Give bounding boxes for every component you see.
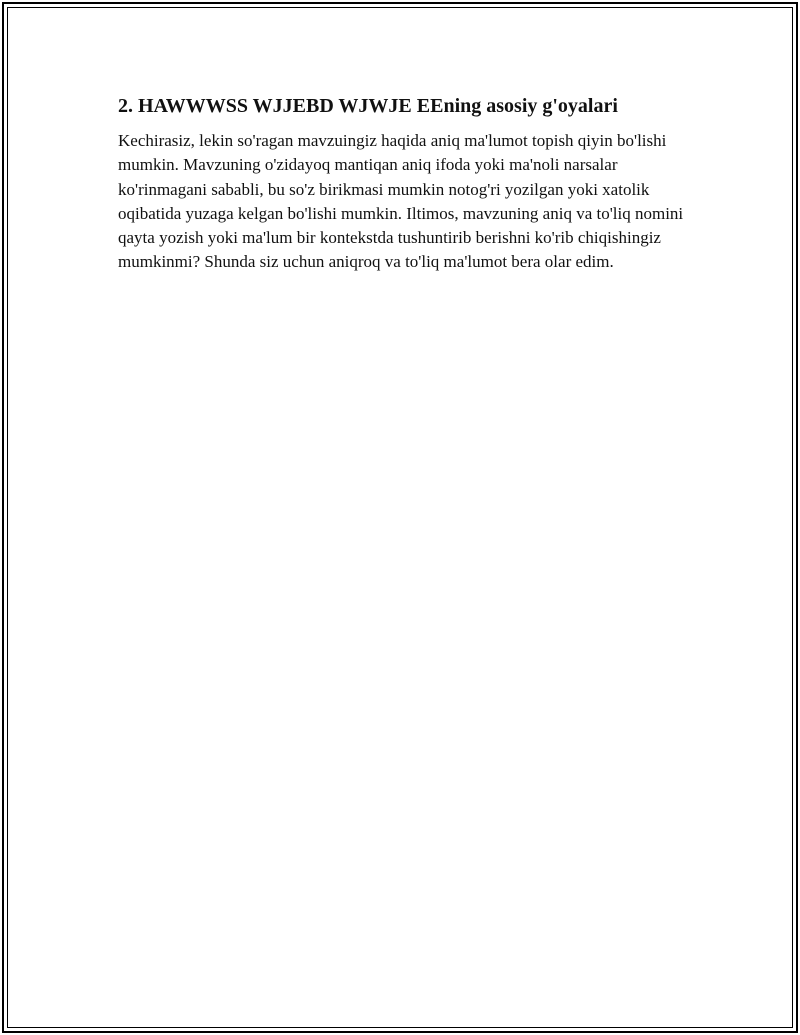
section-paragraph: Kechirasiz, lekin so'ragan mavzuingiz haqida aniq ma'lumot topish qiyin bo'lishi mumkin. Mavzuning o'zidayoq mantiqan aniq ifoda yoki ma'noli narsalar ko'rinmagani sababli, bu so'z birikmasi mumkin notog'ri yozilgan yoki xatolik oqibatida yuzaga kelgan bo'lishi mumkin. Iltimos, mavzuning aniq va to'liq nomini qayta yozish yoki ma'lum bir kontekstda tushuntirib berishni ko'rib chiqishingiz mumkinmi? Shunda siz uchun aniqroq va to'liq ma'lumot bera olar edim. bbox=[118, 131, 684, 272]
page-content bbox=[118, 93, 688, 275]
section-heading: 2. HAWWWSS WJJEBD WJWJE EEning asosiy g'oyalari bbox=[118, 95, 618, 117]
